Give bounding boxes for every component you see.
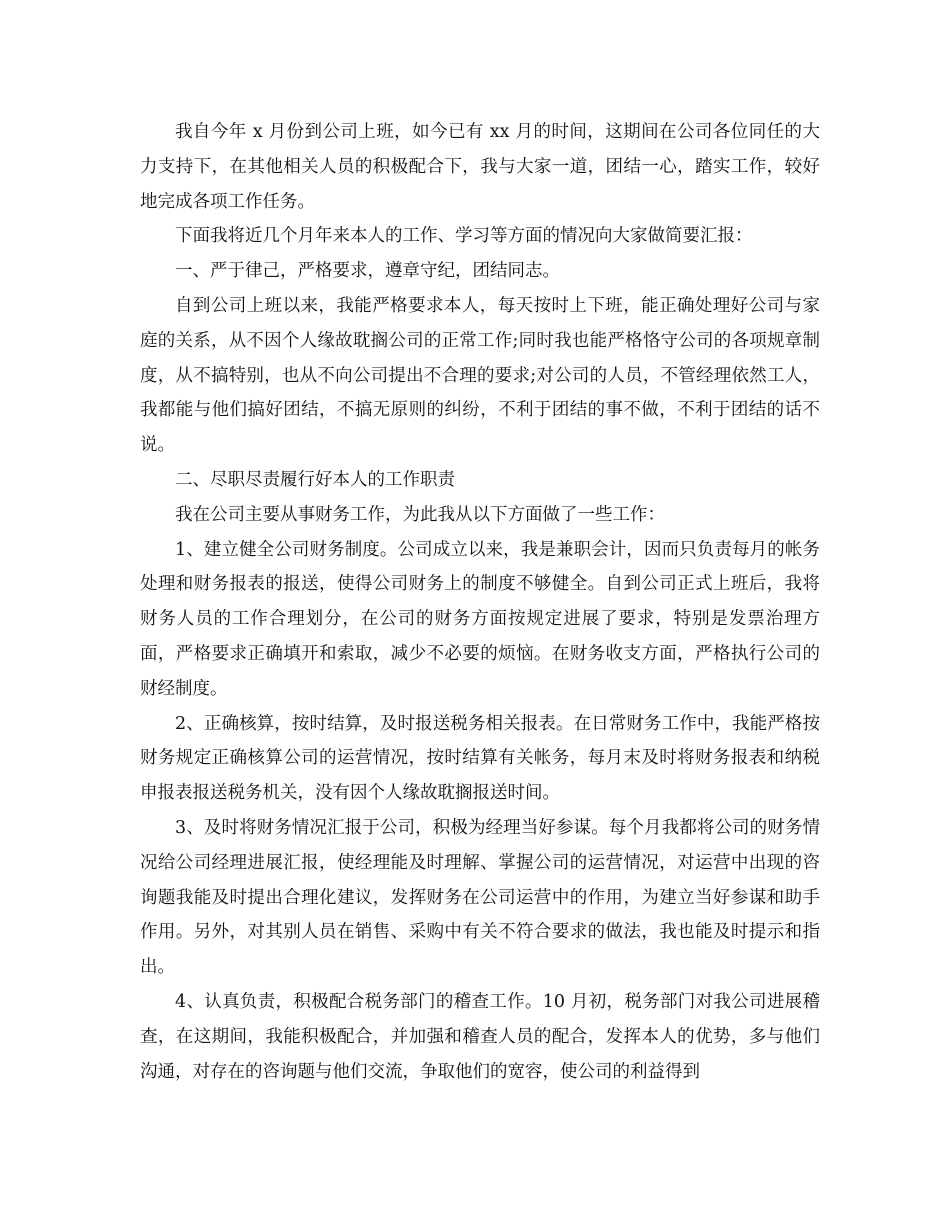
section-heading-1: 一、严于律己，严格要求，遵章守纪，团结同志。 bbox=[175, 261, 560, 282]
paragraph-report-lead: 下面我将近几个月年来本人的工作、学习等方面的情况向大家做简要汇报： bbox=[175, 226, 753, 247]
list-item-3: 3、及时将财务情况汇报于公司，积极为经理当好参谋。每个月我都将公司的财务情况给公司经理进展汇报，使经理能及时理解、掌握公司的运营情况，对运营中出现的咨询题我能及时提出合理化建议，发挥财务在公司运营中的作用，为建立当好参谋和助手作用。另外，对其别人员在销售、采购中有关不符合要求的做法，我也能及时提示和指出。 bbox=[140, 817, 820, 978]
list-item-2: 2、正确核算，按时结算，及时报送税务相关报表。在日常财务工作中，我能严格按财务规定正确核算公司的运营情况，按时结算有关帐务，每月末及时将财务报表和纳税申报表报送税务机关，没有因个人缘故耽搁报送时间。 bbox=[140, 713, 820, 804]
paragraph-discipline: 自到公司上班以来，我能严格要求本人，每天按时上下班，能正确处理好公司与家庭的关系，从不因个人缘故耽搁公司的正常工作;同时我也能严格恪守公司的各项规章制度，从不搞特别，也从不向公司提出不合理的要求;对公司的人员，不管经理依然工人，我都能与他们搞好团结，不搞无原则的纠纷，不利于团结的事不做，不利于团结的话不说。 bbox=[140, 295, 820, 456]
list-item-4: 4、认真负责，积极配合税务部门的稽查工作。10 月初，税务部门对我公司进展稽查，在这期间，我能积极配合，并加强和稽查人员的配合，发挥本人的优势，多与他们沟通，对存在的咨询题与他们交流，争取他们的宽容，使公司的利益得到 bbox=[140, 991, 820, 1082]
paragraph-intro: 我自今年 x 月份到公司上班，如今已有 xx 月的时间，这期间在公司各位同任的大力支持下，在其他相关人员的积极配合下，我与大家一道，团结一心，踏实工作，较好地完成各项工作任务。 bbox=[140, 122, 820, 212]
section-heading-2: 二、尽职尽责履行好本人的工作职责 bbox=[175, 469, 455, 490]
document-body bbox=[140, 115, 820, 1089]
paragraph-finance-intro: 我在公司主要从事财务工作，为此我从以下方面做了一些工作： bbox=[175, 504, 665, 525]
list-item-1: 1、建立健全公司财务制度。公司成立以来，我是兼职会计，因而只负责每月的帐务处理和财务报表的报送，使得公司财务上的制度不够健全。自到公司正式上班后，我将财务人员的工作合理划分，在公司的财务方面按规定进展了要求，特别是发票治理方面，严格要求正确填开和索取，减少不必要的烦恼。在财务收支方面，严格执行公司的财经制度。 bbox=[140, 539, 820, 699]
